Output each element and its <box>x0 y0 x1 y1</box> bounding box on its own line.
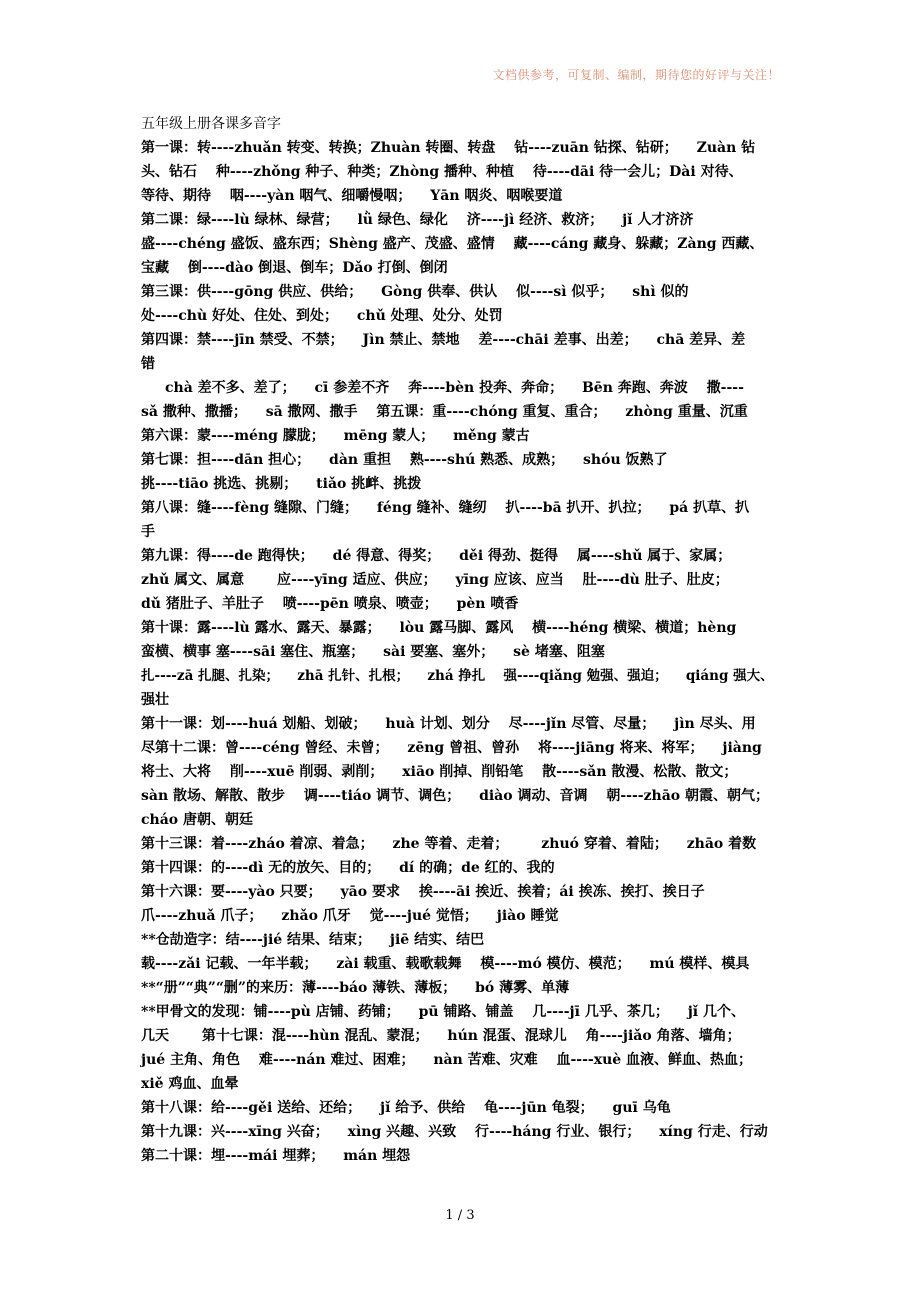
text-line: 载----zǎi 记载、一年半载； zài 载重、载歌载舞 模----mó 模仿、模范； mú 模样、模具 <box>141 956 750 972</box>
text-line: 第十三课：着----zháo 着凉、着急； zhe 等着、走着； zhuó 穿着、着陆； zhāo 着数 <box>141 836 757 852</box>
text-line: jué 主角、角色 难----nán 难过、困难； nàn 苦难、灾难 血----xuè 血液、鲜血、热血； <box>141 1052 753 1068</box>
text-line: dǔ 猪肚子、羊肚子 喷----pēn 喷泉、喷壶； pèn 喷香 <box>141 596 519 612</box>
text-line: 第九课：得----de 跑得快； dé 得意、得奖； děi 得劲、挺得 属----shǔ 属于、家属； <box>141 548 732 564</box>
text-line: 第十八课：给----gěi 送给、还给； jǐ 给予、供给 龟----jūn 龟裂； guī 乌龟 <box>141 1100 671 1116</box>
text-line: 扎----zā 扎腿、扎染； zhā 扎针、扎根； zhá 挣扎 强----qiǎng 勉强、强迫； qiáng 强大、 <box>141 668 774 684</box>
text-line: 将士、大将 削----xuē 削弱、剥削； xiāo 削掉、削铅笔 散----sǎn 散漫、松散、散文； <box>141 764 738 780</box>
text-line: chà 差不多、差了； cī 参差不齐 奔----bèn 投奔、奔命； Bēn 奔跑、奔波 撒---- <box>165 380 744 396</box>
text-line: 处----chù 好处、住处、到处； chǔ 处理、处分、处罚 <box>141 308 503 324</box>
text-line: 蛮横、横事 塞----sāi 塞住、瓶塞； sài 要塞、塞外； sè 堵塞、阻塞 <box>141 644 605 660</box>
text-line: 手 <box>141 524 155 540</box>
text-line: **仓劼造字：结----jié 结果、结束； jiē 结实、结巴 <box>141 932 485 948</box>
text-line: 第二课：绿----lù 绿林、绿营； lǜ 绿色、绿化 济----jì 经济、救济； jǐ 人才济济 <box>141 212 694 228</box>
text-line: 挑----tiāo 挑选、挑剔； tiǎo 挑衅、挑拨 <box>141 476 422 492</box>
text-line: 盛----chéng 盛饭、盛东西；Shèng 盛产、茂盛、盛情 藏----cáng 藏身、躲藏；Zàng 西藏、 <box>141 236 764 252</box>
text-line: 爪----zhuǎ 爪子； zhǎo 爪牙 觉----jué 觉悟； jiào 睡觉 <box>141 908 559 924</box>
text-line: 第二十课：埋----mái 埋葬； mán 埋怨 <box>141 1148 411 1164</box>
text-line: 几天 第十七课：混----hùn 混乱、蒙混； hún 混蛋、混球儿 角----jiǎo 角落、墙角； <box>141 1028 741 1044</box>
text-line: 第八课：缝----fèng 缝隙、门缝； féng 缝补、缝纫 扒----bā 扒开、扒拉； pá 扒草、扒 <box>141 500 750 516</box>
text-line: 第十四课：的----dì 无的放矢、目的； dí 的确；de 红的、我的 <box>141 860 555 876</box>
text-line: 错 <box>141 356 155 372</box>
text-line: **“册”“典”“删”的来历：薄----báo 薄铁、薄板； bó 薄雾、单薄 <box>141 980 570 996</box>
text-line: zhǔ 属文、属意 应----yīng 适应、供应； yīng 应该、应当 肚----dù 肚子、肚皮； <box>141 572 729 588</box>
text-line: 第十课：露----lù 露水、露天、暴露； lòu 露马脚、露风 横----héng 横梁、横道；hèng <box>141 620 737 636</box>
text-line: 第六课：蒙----méng 朦胧； mēng 蒙人； měng 蒙古 <box>141 428 530 444</box>
document-title: 五年级上册各课多音字 <box>141 116 281 132</box>
text-line: cháo 唐朝、朝廷 <box>141 812 253 828</box>
text-line: 第十一课：划----huá 划船、划破； huà 计划、划分 尽----jǐn 尽管、尽量； jìn 尽头、用 <box>141 716 756 732</box>
page-number: 1 / 3 <box>445 1208 475 1223</box>
text-line: 第十六课：要----yào 只要； yāo 要求 挨----āi 挨近、挨着；ái 挨冻、挨打、挨日子 <box>141 884 705 900</box>
text-line: 尽第十二课：曾----céng 曾经、未曾； zēng 曾祖、曾孙 将----jiāng 将来、将军； jiàng <box>141 740 762 756</box>
text-line: 强壮 <box>141 692 169 708</box>
text-line: 第七课：担----dān 担心； dàn 重担 熟----shú 熟悉、成熟； shóu 饭熟了 <box>141 452 668 468</box>
text-line: sàn 散场、解散、散步 调----tiáo 调节、调色； diào 调动、音调 朝----zhāo 朝霞、朝气； <box>141 788 769 804</box>
text-line: **甲骨文的发现：铺----pù 店铺、药铺； pū 铺路、铺盖 几----jī 几乎、茶几； jǐ 几个、 <box>141 1004 745 1020</box>
text-line: 第四课：禁----jīn 禁受、不禁； Jìn 禁止、禁地 差----chāi 差事、出差； chā 差异、差 <box>141 332 746 348</box>
text-line: xiě 鸡血、血晕 <box>141 1076 239 1092</box>
text-line: 第三课：供----gōng 供应、供给； Gòng 供奉、供认 似----sì 似乎； shì 似的 <box>141 284 689 300</box>
watermark-text: 文档供参考，可复制、编制，期待您的好评与关注！ <box>492 68 780 82</box>
text-line: 第一课：转----zhuǎn 转变、转换；Zhuàn 转圈、转盘 钻----zuān 钻探、钻研； Zuàn 钻 <box>141 140 756 156</box>
text-line: sǎ 撒种、撒播； sā 撒网、撒手 第五课：重----chóng 重复、重合； zhòng 重量、沉重 <box>141 404 748 420</box>
text-line: 第十九课：兴----xīng 兴奋； xìng 兴趣、兴致 行----háng 行业、银行； xíng 行走、行动 <box>141 1124 768 1140</box>
text-line: 等待、期待 咽----yàn 咽气、细嚼慢咽； Yān 咽炎、咽喉要道 <box>141 188 563 204</box>
document-body <box>141 112 786 1168</box>
text-line: 头、钻石 种----zhǒng 种子、种类；Zhòng 播种、种植 待----dāi 待一会儿；Dài 对待、 <box>141 164 743 180</box>
text-line: 宝藏 倒----dào 倒退、倒车；Dǎo 打倒、倒闭 <box>141 260 448 276</box>
